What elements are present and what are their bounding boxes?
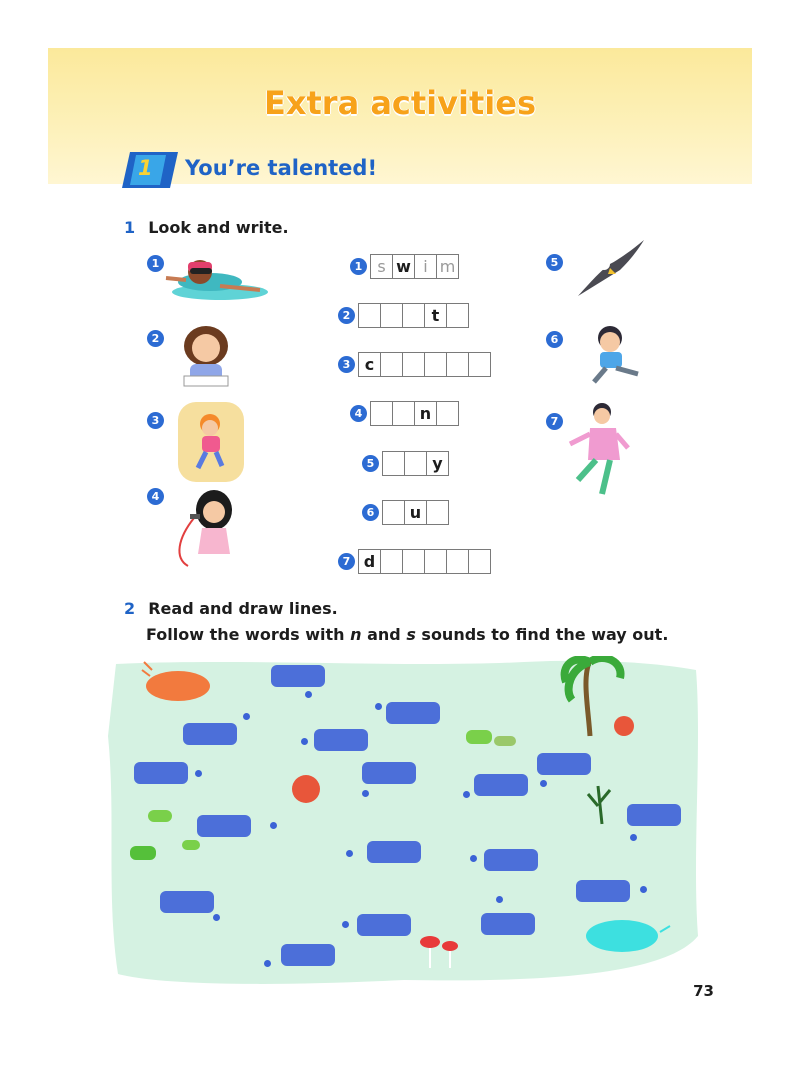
maze-word-blank[interactable]: [362, 762, 416, 784]
singing-girl-illustration: [174, 488, 244, 572]
word-number-2: 2: [338, 307, 355, 324]
maze-dot[interactable]: [362, 790, 369, 797]
letter-box[interactable]: [380, 303, 403, 328]
letter-box[interactable]: [402, 352, 425, 377]
maze-word-blank[interactable]: [537, 753, 591, 775]
maze-word-blank[interactable]: [357, 914, 411, 936]
section2-subinstruction: [146, 625, 668, 644]
letter-box[interactable]: [402, 549, 425, 574]
maze-word-blank[interactable]: [474, 774, 528, 796]
maze-dot[interactable]: [195, 770, 202, 777]
letter-box[interactable]: y: [426, 451, 449, 476]
maze-dot[interactable]: [301, 738, 308, 745]
maze-dot[interactable]: [305, 691, 312, 698]
maze-dot[interactable]: [640, 886, 647, 893]
maze-dot[interactable]: [342, 921, 349, 928]
page-number: 73: [693, 982, 714, 1000]
maze-dot[interactable]: [243, 713, 250, 720]
letter-box[interactable]: [380, 352, 403, 377]
picture-number-5: 5: [546, 254, 563, 271]
letter-box[interactable]: [370, 401, 393, 426]
climbing-girl-illustration: [178, 402, 244, 482]
word-number-1: 1: [350, 258, 367, 275]
letter-box[interactable]: [424, 549, 447, 574]
word-row-2: [338, 303, 469, 328]
letter-box[interactable]: d: [358, 549, 381, 574]
maze-word-blank[interactable]: [134, 762, 188, 784]
letter-box[interactable]: w: [392, 254, 415, 279]
maze-word-blank[interactable]: [386, 702, 440, 724]
letter-box[interactable]: t: [424, 303, 447, 328]
maze-word-blank[interactable]: [281, 944, 335, 966]
picture-number-1: 1: [147, 255, 164, 272]
page-title: Extra activities: [264, 84, 536, 122]
letter-box[interactable]: [358, 303, 381, 328]
unit-title: You’re talented!: [185, 156, 378, 180]
maze-dot[interactable]: [463, 791, 470, 798]
section2-number: 2: [124, 599, 136, 618]
sound-n: n: [350, 625, 362, 644]
maze-dot[interactable]: [630, 834, 637, 841]
maze-word-blank[interactable]: [271, 665, 325, 687]
maze-dot[interactable]: [264, 960, 271, 967]
letter-box[interactable]: n: [414, 401, 437, 426]
maze-word-blank[interactable]: [481, 913, 535, 935]
picture-number-7: 7: [546, 413, 563, 430]
word-number-3: 3: [338, 356, 355, 373]
maze-word-blank[interactable]: [367, 841, 421, 863]
maze-word-blank[interactable]: [484, 849, 538, 871]
maze-word-blank[interactable]: [197, 815, 251, 837]
maze-word-blank[interactable]: [160, 891, 214, 913]
maze-word-blank[interactable]: [627, 804, 681, 826]
letter-box[interactable]: [436, 401, 459, 426]
word-row-6: [362, 500, 449, 525]
unit-number: 1: [138, 156, 153, 180]
section1-number: 1: [124, 218, 136, 237]
swimming-girl-illustration: [160, 250, 270, 302]
letter-box[interactable]: s: [370, 254, 393, 279]
letter-box[interactable]: [424, 352, 447, 377]
word-row-3: [338, 352, 491, 377]
picture-number-4: 4: [147, 488, 164, 505]
letter-box[interactable]: [468, 549, 491, 574]
section2-instruction: Read and draw lines.: [148, 599, 338, 618]
word-number-5: 5: [362, 455, 379, 472]
letter-box[interactable]: [382, 451, 405, 476]
letter-box[interactable]: [404, 451, 427, 476]
word-number-7: 7: [338, 553, 355, 570]
subinstruction-text: sounds to find the way out.: [415, 625, 669, 644]
picture-number-2: 2: [147, 330, 164, 347]
letter-box[interactable]: c: [358, 352, 381, 377]
word-row-5: [362, 451, 449, 476]
letter-box[interactable]: [468, 352, 491, 377]
maze-dot[interactable]: [346, 850, 353, 857]
letter-box[interactable]: [446, 352, 469, 377]
section1-heading: [124, 218, 289, 237]
word-number-4: 4: [350, 405, 367, 422]
letter-box[interactable]: [380, 549, 403, 574]
maze-dot[interactable]: [470, 855, 477, 862]
maze-word-blank[interactable]: [576, 880, 630, 902]
picture-number-3: 3: [147, 412, 164, 429]
word-row-4: [350, 401, 459, 426]
letter-box[interactable]: [426, 500, 449, 525]
letter-box[interactable]: [446, 549, 469, 574]
maze-dot[interactable]: [375, 703, 382, 710]
section2-heading: [124, 599, 338, 618]
subinstruction-text: Follow the words with: [146, 625, 351, 644]
maze-word-blank[interactable]: [314, 729, 368, 751]
letter-box[interactable]: m: [436, 254, 459, 279]
eagle-illustration: [574, 238, 648, 302]
letter-box[interactable]: [402, 303, 425, 328]
letter-box[interactable]: [382, 500, 405, 525]
writing-girl-illustration: [176, 322, 236, 388]
letter-box[interactable]: i: [414, 254, 437, 279]
maze-dot[interactable]: [496, 896, 503, 903]
running-boy-illustration: [582, 320, 648, 390]
letter-box[interactable]: u: [404, 500, 427, 525]
picture-number-6: 6: [546, 331, 563, 348]
maze-dot[interactable]: [213, 914, 220, 921]
subinstruction-text: and: [361, 625, 407, 644]
word-row-7: [338, 549, 491, 574]
dancing-boy-illustration: [568, 400, 632, 500]
word-row-1: [350, 254, 459, 279]
maze-dot[interactable]: [540, 780, 547, 787]
maze-word-blank[interactable]: [183, 723, 237, 745]
word-number-6: 6: [362, 504, 379, 521]
letter-box[interactable]: [446, 303, 469, 328]
section1-instruction: Look and write.: [148, 218, 289, 237]
maze-dot[interactable]: [270, 822, 277, 829]
letter-box[interactable]: [392, 401, 415, 426]
sound-s: s: [406, 625, 416, 644]
